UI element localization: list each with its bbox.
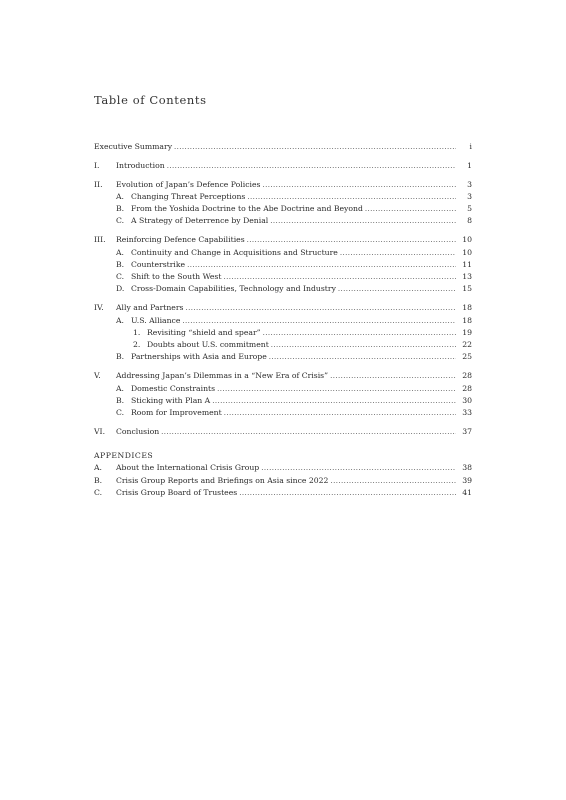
toc-entry-evolution[interactable] [94,179,472,191]
toc-page-number: 28 [462,383,472,393]
dot-leader [182,315,456,327]
toc-page-number: 1 [467,160,472,170]
toc-number: V. [94,371,101,381]
toc-page-number: 8 [467,216,472,226]
dot-leader [263,327,456,339]
toc-subentry[interactable] [94,215,472,227]
toc-number: 1. [133,327,141,337]
toc-page-number: 37 [462,426,472,436]
toc-number: IV. [94,303,104,313]
toc-label: Partnerships with Asia and Europe [131,352,267,362]
toc-number: II. [94,179,103,189]
dot-leader [338,283,456,295]
toc-subentry[interactable] [94,191,472,203]
dot-leader [187,259,456,271]
toc-number: C. [116,408,125,418]
dot-leader [261,462,456,474]
toc-entry-reinforcing[interactable] [94,234,472,246]
toc-label: Continuity and Change in Acquisitions and Structure [131,247,338,257]
dot-leader [174,141,456,153]
toc-entry-appendix[interactable] [94,475,472,487]
toc-page-number: 18 [462,315,472,325]
dot-leader [224,407,456,419]
toc-subentry[interactable] [94,395,472,407]
dot-leader [247,234,456,246]
toc-label: From the Yoshida Doctrine to the Abe Doctrine and Beyond [131,204,363,214]
toc-subentry[interactable] [94,247,472,259]
toc-label: Room for Improvement [131,408,222,418]
toc-subsubentry[interactable] [94,327,472,339]
toc-number: A. [116,383,124,393]
toc-label: Addressing Japan’s Dilemmas in a “New Era of Crisis” [116,371,329,381]
toc-number: I. [94,160,100,170]
toc-label: Executive Summary [94,142,173,151]
dot-leader [167,160,456,172]
toc-list [94,141,472,499]
toc-number: C. [116,272,125,282]
toc-page-number: 18 [462,303,472,313]
dot-leader [330,475,456,487]
toc-page-number: 13 [462,272,472,282]
toc-label: Evolution of Japan’s Defence Policies [116,179,261,189]
toc-entry-dilemmas[interactable] [94,370,472,382]
toc-subentry[interactable] [94,271,472,283]
toc-page-number: 22 [462,340,472,350]
toc-page-number: 39 [462,475,472,485]
toc-label: Shift to the South West [131,272,222,282]
toc-label: Cross-Domain Capabilities, Technology and Industry [131,284,336,294]
dot-leader [262,179,456,191]
toc-page-number: 10 [462,235,472,245]
dot-leader [239,487,456,499]
toc-entry-executive-summary[interactable] [94,141,472,153]
toc-page-number: 41 [462,487,472,497]
toc-page-number: 5 [467,204,472,214]
toc-entry-conclusion[interactable] [94,426,472,438]
toc-page-number: 30 [462,395,472,405]
toc-number: B. [116,395,125,405]
toc-page-number: 19 [462,327,472,337]
dot-leader [271,339,456,351]
toc-subentry[interactable] [94,407,472,419]
toc-number: III. [94,235,106,245]
dot-leader [330,370,456,382]
toc-label: Crisis Group Board of Trustees [116,487,238,497]
toc-entry-appendix[interactable] [94,462,472,474]
toc-page-number: 3 [467,179,472,189]
toc-number: 2. [133,340,141,350]
toc-page-number: 25 [462,352,472,362]
toc-subentry[interactable] [94,259,472,271]
dot-leader [247,191,456,203]
toc-label: A Strategy of Deterrence by Denial [131,216,269,226]
toc-subentry[interactable] [94,351,472,363]
toc-number: B. [116,352,125,362]
toc-subsubentry[interactable] [94,339,472,351]
toc-page-number: 38 [462,463,472,473]
toc-label: Ally and Partners [116,303,184,313]
toc-label: Crisis Group Reports and Briefings on Asia since 2022 [116,475,329,485]
toc-label: U.S. Alliance [131,315,181,325]
toc-page-number: 15 [462,284,472,294]
toc-number: A. [116,247,124,257]
toc-page-number: i [469,142,472,151]
toc-entry-appendix[interactable] [94,487,472,499]
toc-number: A. [116,315,124,325]
toc-label: Reinforcing Defence Capabilities [116,235,245,245]
toc-subentry[interactable] [94,203,472,215]
appendices-heading: APPENDICES [94,451,154,461]
toc-label: Introduction [116,160,165,170]
dot-leader [270,215,456,227]
toc-label: Revisiting “shield and spear” [147,327,261,337]
dot-leader [269,351,456,363]
toc-label: Changing Threat Perceptions [131,191,246,201]
dot-leader [340,247,456,259]
toc-number: B. [116,204,125,214]
dot-leader [365,203,456,215]
toc-label: Doubts about U.S. commitment [147,340,269,350]
dot-leader [217,383,456,395]
toc-page-number: 3 [467,191,472,201]
toc-number: A. [116,191,124,201]
toc-entry-introduction[interactable] [94,160,472,172]
toc-number: A. [94,463,102,473]
toc-number: VI. [94,426,106,436]
toc-subentry[interactable] [94,283,472,295]
page-title: Table of Contents [94,93,207,107]
toc-label: Domestic Constraints [131,383,216,393]
toc-label: Sticking with Plan A [131,395,211,405]
toc-subentry[interactable] [94,315,472,327]
toc-number: C. [94,487,103,497]
dot-leader [185,302,456,314]
toc-label: About the International Crisis Group [116,463,260,473]
toc-entry-ally-partners[interactable] [94,302,472,314]
toc-page-number: 33 [462,408,472,418]
toc-label: Counterstrike [131,259,186,269]
toc-subentry[interactable] [94,383,472,395]
dot-leader [161,426,456,438]
toc-number: C. [116,216,125,226]
toc-number: D. [116,284,125,294]
toc-page-number: 28 [462,371,472,381]
toc-page-number: 10 [462,247,472,257]
toc-label: Conclusion [116,426,160,436]
toc-number: B. [116,259,125,269]
dot-leader [212,395,456,407]
toc-number: B. [94,475,103,485]
toc-page-number: 11 [462,259,472,269]
dot-leader [223,271,456,283]
